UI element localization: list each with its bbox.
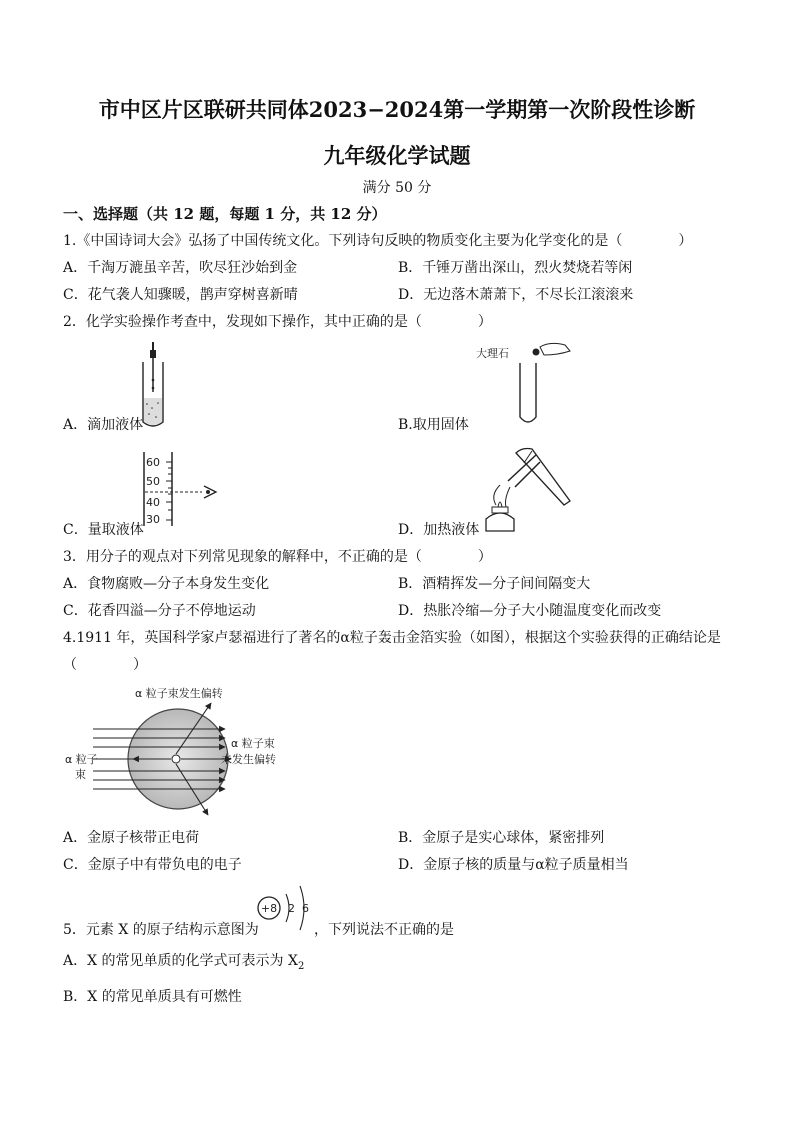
exam-title: 市中区片区联研共同体2023−2024第一学期第一次阶段性诊断 <box>98 97 696 122</box>
question-2-option-b: B.取用固体 <box>398 417 469 433</box>
marble-label: 大理石 <box>476 347 509 360</box>
question-4-stem-bracket: （ ） <box>63 657 147 673</box>
question-4-option-b: B．金原子是实心球体，紧密排列 <box>398 830 605 846</box>
marble-tube-illustration <box>470 335 580 430</box>
dropper-illustration <box>138 340 178 432</box>
question-3-option-a: A．食物腐败—分子本身发生变化 <box>63 576 270 592</box>
question-1-option-b: B．千锤万凿出深山，烈火焚烧若等闲 <box>398 260 633 276</box>
undeflected-label-2: 未发生偏转 <box>221 753 276 766</box>
question-2-option-c: C．量取液体 <box>63 522 144 538</box>
question-3-option-c: C．花香四溢—分子不停地运动 <box>63 603 256 619</box>
heating-illustration <box>480 443 580 537</box>
question-4-stem: 4.1911 年，英国科学家卢瑟福进行了著名的α粒子轰击金箔实验（如图），根据这个实验获得的正确结论是 <box>63 630 721 646</box>
cylinder-illustration <box>128 448 224 530</box>
question-3-stem: 3．用分子的观点对下列常见现象的解释中，不正确的是（ ） <box>63 549 492 565</box>
question-2-option-d: D．加热液体 <box>398 522 480 538</box>
question-1-option-d: D．无边落木萧萧下，不尽长江滚滚来 <box>398 287 634 303</box>
atom-structure-diagram <box>256 884 314 938</box>
deflected-label: α 粒子束发生偏转 <box>135 687 223 700</box>
tick-50: 50 <box>146 475 160 488</box>
question-1-option-c: C．花气袭人知骤暖，鹊声穿树喜新晴 <box>63 287 298 303</box>
shell-1-electrons: 2 <box>288 902 295 915</box>
question-4-option-c: C．金原子中有带负电的电子 <box>63 857 242 873</box>
tick-30: 30 <box>146 513 160 526</box>
question-2-option-a: A．滴加液体 <box>63 417 144 433</box>
exam-subtitle: 九年级化学试题 <box>323 143 471 168</box>
question-4-option-a: A．金原子核带正电荷 <box>63 830 200 846</box>
tick-40: 40 <box>146 496 160 509</box>
question-1-option-a: A．千淘万漉虽辛苦，吹尽狂沙始到金 <box>63 260 298 276</box>
question-5-stem-post: ，下列说法不正确的是 <box>314 922 454 938</box>
full-score: 满分 50 分 <box>362 180 432 196</box>
rutherford-figure <box>63 683 293 818</box>
section-heading: 一、选择题（共 12 题，每题 1 分，共 12 分） <box>63 205 387 223</box>
subscript-2: 2 <box>297 960 305 972</box>
question-2-stem: 2．化学实验操作考查中，发现如下操作，其中正确的是（ ） <box>63 314 492 330</box>
question-5-stem-pre: 5．元素 X 的原子结构示意图为 <box>63 922 259 938</box>
question-3-option-d: D．热胀冷缩—分子大小随温度变化而改变 <box>398 603 662 619</box>
nucleus-charge: +8 <box>260 902 278 915</box>
undeflected-label-1: α 粒子束 <box>231 737 275 750</box>
question-5-option-b: B．X 的常见单质具有可燃性 <box>63 989 242 1005</box>
question-5-option-a <box>63 950 304 972</box>
tick-60: 60 <box>146 456 160 469</box>
question-5-option-a-text: A．X 的常见单质的化学式可表示为 X <box>63 953 298 969</box>
question-3-option-b: B．酒精挥发—分子间间隔变大 <box>398 576 591 592</box>
question-1-stem: 1.《中国诗词大会》弘扬了中国传统文化。下列诗句反映的物质变化主要为化学变化的是（ ） <box>63 233 693 249</box>
shell-2-electrons: 6 <box>302 902 309 915</box>
alpha-beam-label-1: α 粒子 <box>65 753 98 766</box>
question-4-option-d: D．金原子核的质量与α粒子质量相当 <box>398 857 629 873</box>
alpha-beam-label-2: 束 <box>75 768 86 781</box>
